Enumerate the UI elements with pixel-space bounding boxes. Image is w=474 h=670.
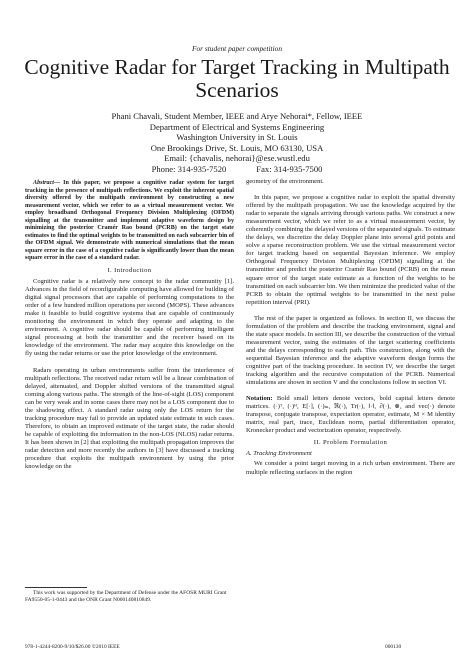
- author-contact: [60, 164, 414, 175]
- right-column: [246, 178, 455, 477]
- author-address: One Brookings Drive, St. Louis, MO 63130, USA: [150, 142, 324, 153]
- left-column: [25, 180, 234, 471]
- author-department: Department of Electrical and Systems Engineering: [149, 121, 325, 132]
- section-heading-problem: II. Problem Formulation: [313, 439, 388, 447]
- abstract-text: — In this paper, we propose a cognitive radar system for target tracking in the presence of multipath reflections. We exploit the inherent spatial diversity offered by the multipath environment by constructing a new measurement vector, which we refer to as a virtual measurement vector. We employ broadband Orthogonal Frequency Division Multiplexing (OFDM) signalling at the transmitter and implement adaptive waveform design by minimizing the posterior Cramér Rao bound (PCRB) on the target state estimates to find the optimal weights to be transmitted on each subcarrier bin of the OFDM signal. We demonstrate with numerical simulations that the mean square error in the case of a cognitive radar is significantly lower than the mean square error in the case of a standard radar.: [25, 180, 234, 262]
- abstract-lead: Abstract: [33, 180, 54, 186]
- author-fax: Fax: 314-935-7500: [256, 163, 323, 174]
- author-phone: Phone: 314-935-7520: [151, 163, 227, 174]
- subsection-heading-tracking: A. Tracking Environment: [246, 450, 312, 458]
- author-university: Washington University in St. Louis: [176, 132, 298, 143]
- abstract: [25, 180, 234, 263]
- author-names: Phani Chavali, Student Member, IEEE and Arye Nehorai*, Fellow, IEEE: [111, 111, 363, 121]
- right-paragraph-1: geometry of the environment.: [246, 178, 324, 185]
- notation-label: Notation:: [246, 395, 273, 403]
- right-paragraph-3: The rest of the paper is organized as follows. In section II, we discuss the formulation of the problem and describe the tracking environment, signal and the state space models. In section III, we describe the construction of the virtual measurement vector, using the estimates of the target scattering coefficients and the delays corresponding to each path. This construction, along with the sequential Bayesian inference and the adaptive waveform design forms the cognitive part of the tracking procedure. In section IV, we describe the target tracking algorithm and the recursive computation of the PCRB. Numerical simulations are shown in section V and the conclusions follow in section VI.: [246, 314, 455, 387]
- author-email: Email: {chavalis, nehorai}@ese.wustl.edu: [164, 153, 310, 164]
- footnote-rule: [25, 587, 87, 588]
- footer-page-number: 000130: [385, 644, 402, 650]
- notation-paragraph: [246, 395, 455, 435]
- footnote: This work was supported by the Department of Defense under the AFOSR MURI Grant FA9550-05-1-0443 and the ONR Grant N000140810849.: [25, 590, 227, 603]
- paper-title: Cognitive Radar for Target Tracking in Multipath Scenarios: [24, 55, 450, 102]
- footer-isbn: 978-1-4244-8200-9/10/$26.00 ©2010 IEEE: [25, 644, 120, 650]
- paper-kicker: For student paper competition: [191, 44, 283, 53]
- notation-text: Bold small letters denote vectors, bold capital letters denote matrices. (·)ᵀ, (·)ᴴ, E[·], (·)ₘ, ℜ(·), Tr(·), ‖·‖, ∂(·), ⊗, and vec(·) denote transpose, conjugate transpose, expectation operator, estimate, M × M identity matrix, real part, trace, Euclidean norm, partial differentiation operator, Kronecker product and vectorization operator, respectively.: [246, 395, 455, 435]
- author-block: [60, 111, 414, 175]
- intro-paragraph-1: Cognitive radar is a relatively new concept to the radar community [1]. Advances in the field of reconfigurable computing have allowed for building of digital signal processors that are capable of performing computations to the order of a few hundred million operations per second (MOPS). These advances make it feasible to build cognitive systems that are capable of continuously monitoring the environment in which they operate and adapting to the environment. A cognitive radar should be capable of performing intelligent signal processing at both the transmitter and the receiver based on its knowledge of the environment. The radar may acquire this knowledge on the fly using the radar returns or use the prior knowledge of the environment.: [25, 278, 234, 358]
- intro-paragraph-2: Radars operating in urban environments suffer from the interference of multipath reflections. The received radar return will be a linear combination of delayed, attenuated, and Doppler shifted versions of the transmitted signal coming along various paths. The strength of the line-of-sight (LOS) component can be very weak and in some cases there may not be a LOS component due to the shadowing effect. A standard radar using only the LOS return for the tracking procedure may fail to provide an updated state estimate in such cases. Therefore, to obtain an improved estimate of the target state, the radar should be capable of exploiting the information in the non-LOS (NLOS) radar returns. It has been shown in [2] that exploiting the multipath propagation improves the radar detection and more recently the authors in [3] have discussed a tracking procedure that exploits the multipath environment by using the prior knowledge on the: [25, 366, 234, 471]
- tracking-paragraph: We consider a point target moving in a rich urban environment. There are multiple reflecting surfaces in the region: [246, 460, 455, 476]
- right-paragraph-2: In this paper, we propose a cognitive radar to exploit the spatial diversity offered by the multipath propagation. We use the knowledge acquired by the radar to separate the signals arriving through various paths. We construct a new measurement vector, which we refer to as a virtual measurement vector, by coherently combining the delayed versions of the separated signals. To estimate the delays, we discretize the delay Doppler plane into several grid points and solve a sparse reconstruction problem. We use the virtual measurement vector for target tracking based on sequential Bayesian inference. We employ Orthogonal Frequency Division Multiplexing (OFDM) signalling at the transmitter and predict the posterior Cramér Rao bound (PCRB) on the mean square error of the target state estimate as a function of the weights to be transmitted on each subcarrier bin. We then minimize the predicted value of the PCRB to obtain the optimal weights to be transmitted in the next pulse repetition interval (PRI).: [246, 194, 455, 306]
- section-heading-introduction: I. Introduction: [107, 267, 152, 275]
